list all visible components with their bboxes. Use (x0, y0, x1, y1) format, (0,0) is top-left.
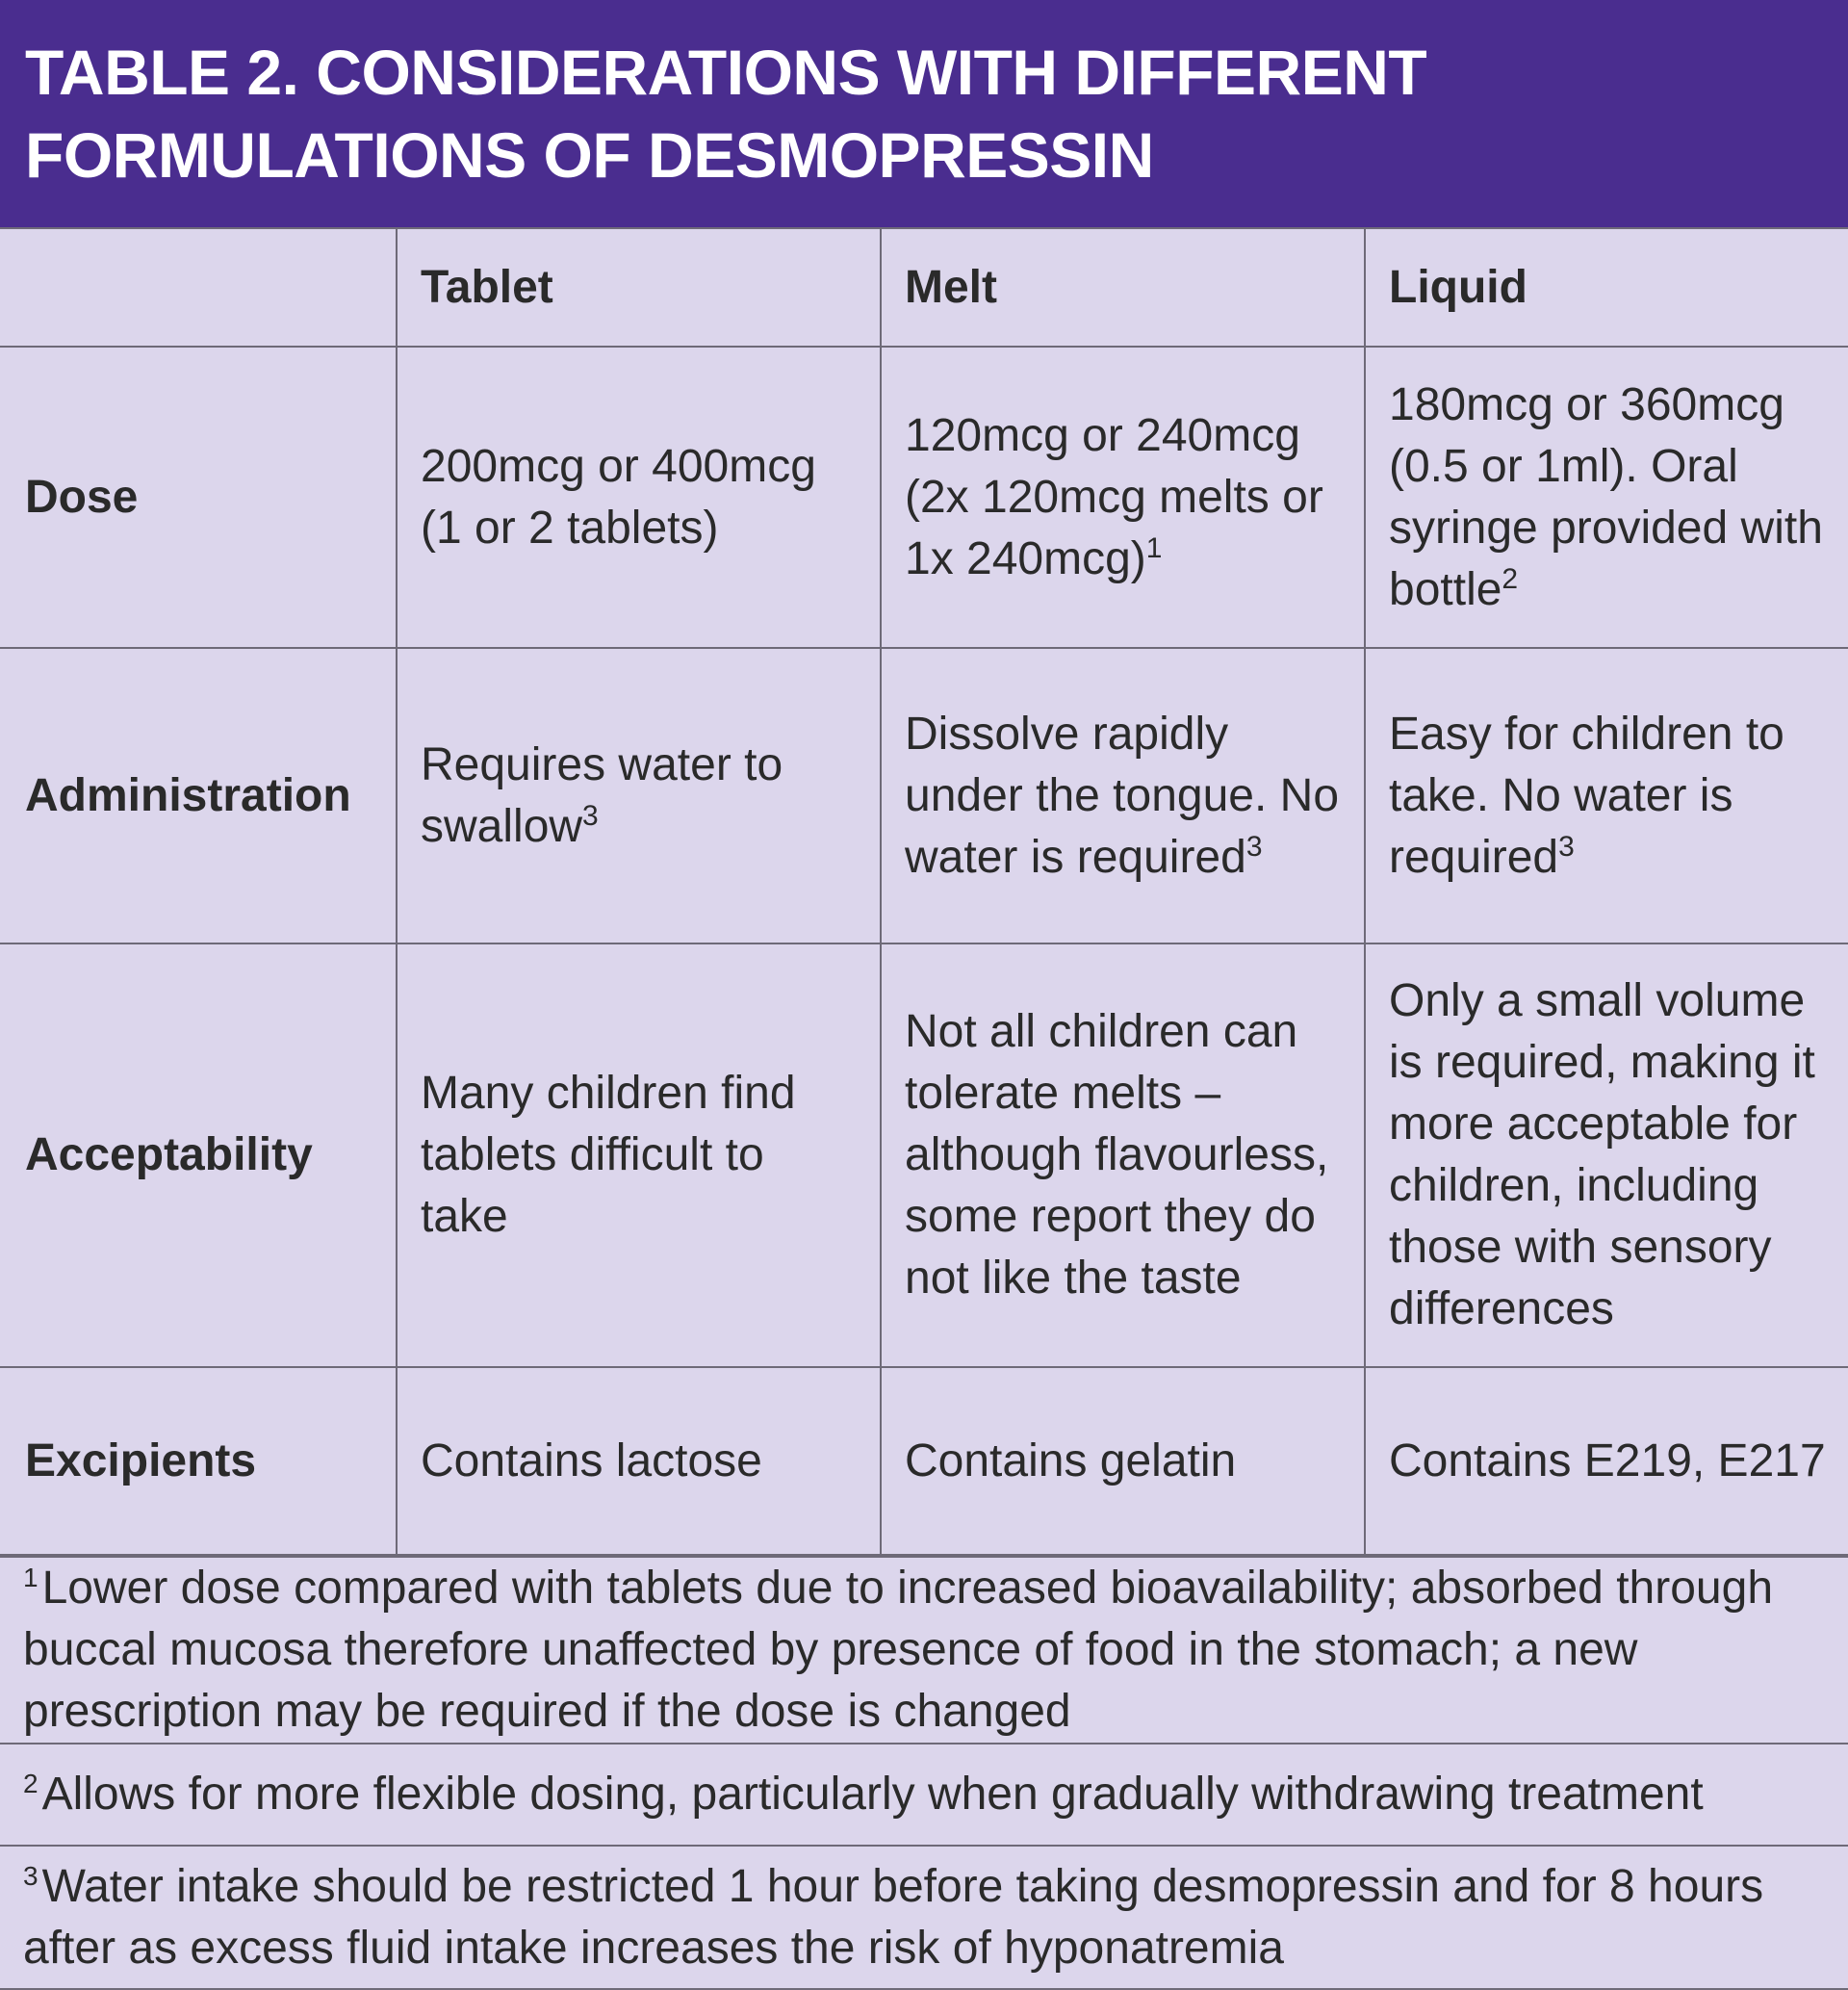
cell-excipients-liquid: Contains E219, E217 (1365, 1367, 1848, 1555)
cell-acceptability-tablet: Many children find tablets difficult to take (397, 943, 881, 1367)
cell-excipients-melt: Contains gelatin (881, 1367, 1365, 1555)
title-line-1: TABLE 2. CONSIDERATIONS WITH DIFFERENT (25, 37, 1427, 108)
cell-dose-tablet: 200mcg or 400mcg (1 or 2 tablets) (397, 347, 881, 648)
cell-dose-liquid: 180mcg or 360mcg (0.5 or 1ml). Oral syringe provided with bottle$^2$ (1365, 347, 1848, 648)
table-row (0, 347, 1848, 648)
footnote-text: Water intake should be restricted 1 hour before taking desmopressin and for 8 hours after as excess fluid intake increases the risk of hyponatremia (23, 1860, 1764, 1974)
row-label-administration: Administration (0, 648, 397, 943)
footnote-text: Lower dose compared with tablets due to increased bioavailability; absorbed through buccal mucosa therefore unaffected by presence of food in the stomach; a new prescription may be required if the dose is changed (23, 1563, 1774, 1737)
header-cell-tablet: Tablet (397, 228, 881, 347)
table-row (0, 648, 1848, 943)
footnote-ref: 2 (1502, 562, 1519, 595)
formulations-table (0, 227, 1848, 1556)
cell-administration-tablet: Requires water to swallow$^3$ (397, 648, 881, 943)
footnote-row (0, 1846, 1848, 1989)
footnote-number: 3 (23, 1860, 38, 1891)
footnote-row (0, 1744, 1848, 1846)
footnote-number: 1 (23, 1563, 38, 1592)
footnote-1 (0, 1557, 1848, 1744)
header-cell-empty (0, 228, 397, 347)
footnote-number: 2 (23, 1769, 38, 1798)
title-bar (0, 0, 1848, 227)
footnotes-table (0, 1556, 1848, 1990)
table-row (0, 1367, 1848, 1555)
table-row (0, 943, 1848, 1367)
header-cell-liquid: Liquid (1365, 228, 1848, 347)
cell-administration-melt: Dissolve rapidly under the tongue. No water is required$^3$ (881, 648, 1365, 943)
footnote-row (0, 1557, 1848, 1744)
footnote-text: Allows for more flexible dosing, particularly when gradually withdrawing treatment (41, 1769, 1704, 1820)
cell-acceptability-melt: Not all children can tolerate melts – although flavourless, some report they do not like the taste (881, 943, 1365, 1367)
footnote-2 (0, 1744, 1848, 1846)
header-cell-melt: Melt (881, 228, 1365, 347)
footnote-ref: 3 (1558, 830, 1575, 863)
header-row (0, 228, 1848, 347)
footnote-ref: 3 (582, 799, 599, 832)
footnote-3 (0, 1846, 1848, 1989)
footnote-ref: 3 (1245, 830, 1263, 863)
row-label-excipients: Excipients (0, 1367, 397, 1555)
cell-excipients-tablet: Contains lactose (397, 1367, 881, 1555)
row-label-dose: Dose (0, 347, 397, 648)
footnote-ref: 1 (1145, 531, 1163, 564)
row-label-acceptability: Acceptability (0, 943, 397, 1367)
cell-administration-liquid: Easy for children to take. No water is required$^3$ (1365, 648, 1848, 943)
table-title (25, 31, 1825, 196)
title-line-2: FORMULATIONS OF DESMOPRESSIN (25, 119, 1154, 191)
cell-dose-melt: 120mcg or 240mcg (2x 120mcg melts or 1x 240mcg)$^1$ (881, 347, 1365, 648)
cell-acceptability-liquid: Only a small volume is required, making it more acceptable for children, including those with sensory differences (1365, 943, 1848, 1367)
